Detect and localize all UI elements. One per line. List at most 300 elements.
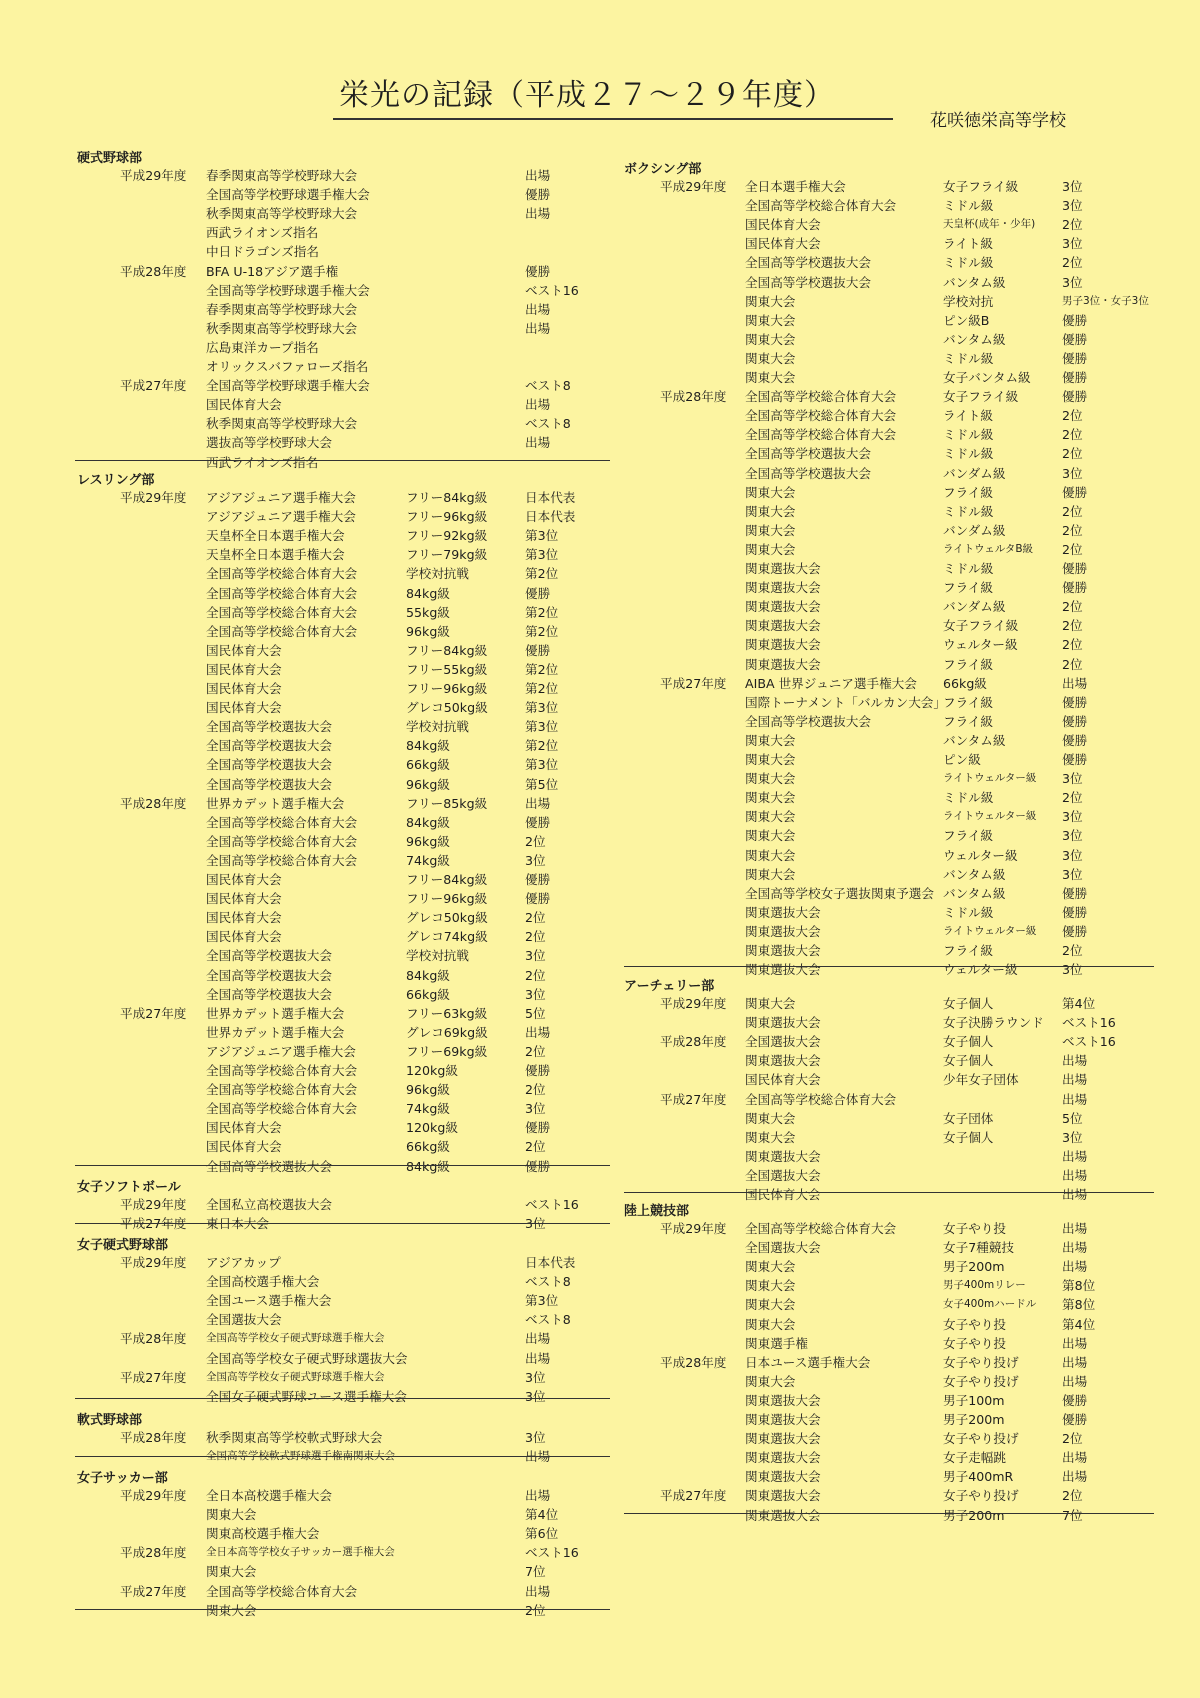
record-year: 平成27年度 [120, 1005, 187, 1021]
record-event: アジアジュニア選手権大会 [206, 509, 356, 525]
record-result: 2位 [1062, 656, 1083, 672]
record-result: 第2位 [525, 661, 559, 677]
record-event: 関東選抜大会 [745, 1392, 821, 1408]
record-result: 第2位 [525, 681, 559, 696]
record-year: 平成28年度 [120, 263, 187, 279]
record-row [0, 1334, 1200, 1353]
record-event: 秋季関東高等学校軟式野球大会 [206, 1430, 383, 1445]
record-row [0, 693, 1200, 712]
record-category: フリー79kg級 [406, 547, 488, 563]
record-category: 74kg級 [406, 1101, 450, 1117]
record-year: 平成29年度 [120, 168, 187, 183]
record-event: 天皇杯全日本選手権大会 [206, 547, 345, 563]
record-result: 優勝 [1062, 389, 1088, 405]
record-result: 優勝 [525, 263, 551, 279]
record-result: 優勝 [1062, 350, 1088, 366]
record-event: 全国高等学校女子硬式野球選手権大会 [206, 1332, 385, 1345]
record-result: 出場 [1062, 1148, 1088, 1164]
record-result: 第6位 [525, 1526, 559, 1542]
record-row [0, 330, 1200, 349]
record-result: 優勝 [1062, 904, 1088, 920]
record-result: 優勝 [525, 1063, 551, 1078]
record-event: 全国高等学校選抜大会 [206, 757, 332, 773]
record-category: ミドル級 [943, 790, 994, 806]
record-event: 全国高等学校総合体育大会 [745, 427, 897, 443]
record-event: 関東選抜大会 [745, 1450, 821, 1466]
record-event: 関東大会 [745, 484, 796, 500]
record-row [0, 1506, 1200, 1525]
record-category: 女子やり投げ [943, 1488, 1019, 1504]
record-result: 3位 [1062, 236, 1083, 252]
record-result: 優勝 [525, 642, 551, 658]
record-category: 84kg級 [406, 738, 450, 754]
record-event: 全国高等学校総合体育大会 [206, 566, 358, 582]
record-result: 優勝 [525, 1158, 551, 1174]
record-result: 3位 [525, 1430, 546, 1445]
section-divider [75, 1609, 610, 1610]
record-event: 国民体育大会 [206, 661, 282, 677]
record-row [0, 1109, 1200, 1128]
record-category: ライトウェルタB級 [943, 542, 1034, 555]
record-event: 西武ライオンズ指名 [206, 225, 319, 241]
record-result: ベスト8 [525, 1312, 571, 1328]
section-heading: ボクシング部 [624, 162, 702, 177]
record-result: 出場 [525, 1024, 551, 1040]
record-result: 優勝 [1062, 732, 1088, 748]
record-result: 出場 [525, 206, 551, 222]
record-row [0, 731, 1200, 750]
record-event: 関東選手権 [745, 1335, 808, 1351]
record-result: 2位 [1062, 255, 1083, 271]
record-event: 全国私立高校選抜大会 [206, 1197, 332, 1212]
record-row [0, 1185, 1200, 1204]
record-row [0, 1032, 1200, 1051]
record-event: 関東大会 [745, 771, 796, 787]
record-result: 3位 [525, 986, 546, 1002]
record-event: 関東大会 [206, 1602, 257, 1618]
record-result: 2位 [525, 1082, 546, 1098]
record-result: 3位 [1062, 962, 1083, 978]
record-category: フライ級 [943, 694, 993, 710]
record-event: 関東大会 [745, 1316, 796, 1332]
record-event: 全日本選手権大会 [745, 179, 846, 194]
record-category: ウェルター級 [943, 847, 1018, 863]
record-event: 関東選抜大会 [745, 1148, 821, 1164]
record-category: 女子個人 [943, 1034, 994, 1050]
record-year: 平成28年度 [660, 1034, 727, 1050]
record-row [0, 1429, 1200, 1448]
record-result: 3位 [525, 1216, 546, 1232]
record-result: 優勝 [1062, 312, 1088, 328]
record-event: 国民体育大会 [206, 891, 282, 907]
record-category: 96kg級 [406, 623, 450, 639]
record-event: アジアカップ [206, 1255, 281, 1270]
record-category: フリー84kg級 [406, 490, 488, 505]
record-category: 男子200m [943, 1412, 1005, 1427]
record-event: 国民体育大会 [206, 1139, 282, 1155]
record-result: 2位 [1062, 427, 1083, 443]
record-event: 関東大会 [745, 752, 796, 767]
record-event: 春季関東高等学校野球大会 [206, 301, 358, 317]
record-category: バンダム級 [943, 599, 1006, 615]
record-category: フリー96kg級 [406, 509, 488, 525]
record-event: 国民体育大会 [206, 929, 282, 945]
record-result: 2位 [1062, 408, 1083, 424]
record-result: 第3位 [525, 1293, 559, 1309]
record-row [0, 1219, 1200, 1238]
record-result: 3位 [1062, 198, 1083, 214]
record-event: 関東選抜大会 [745, 1488, 821, 1504]
record-year: 平成29年度 [120, 1488, 187, 1503]
record-event: 国民体育大会 [206, 1120, 282, 1136]
record-row [0, 1051, 1200, 1070]
record-result: 第3位 [525, 528, 559, 544]
record-result: ベスト16 [525, 1197, 579, 1212]
record-category: 男子400mR [943, 1469, 1014, 1485]
record-event: 全国選抜大会 [745, 1167, 821, 1183]
record-category: 女子やり投げ [943, 1431, 1019, 1447]
record-category: 学校対抗戦 [406, 566, 469, 582]
record-row [0, 807, 1200, 826]
record-row [0, 635, 1200, 654]
record-event: 全国高等学校選抜大会 [745, 274, 871, 290]
record-event: 広島東洋カープ指名 [206, 339, 319, 355]
record-result: 出場 [1062, 1072, 1088, 1088]
record-event: 全国高等学校総合体育大会 [206, 604, 358, 620]
record-category: フリー92kg級 [406, 528, 488, 544]
record-category: フリー63kg級 [406, 1005, 488, 1021]
record-category: バンタム級 [943, 866, 1006, 882]
record-row [0, 865, 1200, 884]
record-result: 2位 [525, 1602, 546, 1618]
record-event: 関東大会 [206, 1564, 257, 1580]
record-category: フライ級 [943, 656, 993, 672]
record-event: AIBA 世界ジュニア選手権大会 [745, 675, 917, 691]
record-event: 全国高等学校女子選抜関東予選会 [745, 885, 934, 901]
record-event: 関東選抜大会 [745, 618, 821, 634]
record-event: 国民体育大会 [745, 217, 821, 233]
record-category: フライ級 [943, 580, 993, 596]
record-event: 関東大会 [745, 541, 796, 557]
record-result: ベスト16 [1062, 1034, 1116, 1050]
record-year: 平成27年度 [120, 1369, 187, 1385]
record-row [0, 1353, 1200, 1372]
record-result: 出場 [1062, 1091, 1088, 1107]
record-category: グレコ69kg級 [406, 1024, 488, 1040]
record-row [0, 559, 1200, 578]
record-event: 全国高等学校総合体育大会 [206, 833, 358, 849]
record-event: 関東大会 [206, 1507, 257, 1523]
record-row [0, 1391, 1200, 1410]
record-result: 2位 [1062, 599, 1083, 615]
record-event: 国民体育大会 [206, 397, 282, 413]
record-category: ミドル級 [943, 427, 994, 443]
record-row [0, 444, 1200, 463]
record-result: 出場 [525, 1331, 551, 1347]
record-result: 出場 [1062, 1240, 1088, 1256]
record-event: 全国高等学校野球選手権大会 [206, 187, 370, 203]
record-result: ベスト16 [525, 282, 579, 298]
record-row [0, 1582, 1200, 1601]
record-row [0, 922, 1200, 941]
section-heading: 軟式野球部 [77, 1413, 143, 1428]
record-category: 男子200m [943, 1259, 1005, 1275]
record-row [0, 750, 1200, 769]
record-event: 関東選抜大会 [745, 1431, 821, 1447]
record-category: 66kg級 [943, 675, 987, 691]
record-result: 出場 [1062, 1335, 1088, 1351]
record-category: 女子7種競技 [943, 1240, 1014, 1256]
record-event: 関東選抜大会 [745, 656, 821, 672]
record-event: 関東選抜大会 [745, 1015, 821, 1031]
record-category: ミドル級 [943, 255, 994, 271]
record-event: 関東大会 [745, 1373, 796, 1389]
record-row [0, 483, 1200, 502]
record-category: ミドル級 [943, 446, 994, 462]
record-year: 平成27年度 [120, 1583, 187, 1599]
record-year: 平成28年度 [120, 795, 187, 811]
record-row [0, 234, 1200, 253]
record-result: 7位 [525, 1564, 546, 1580]
record-result: 出場 [1062, 1373, 1088, 1389]
record-category: 96kg級 [406, 1082, 450, 1098]
record-event: 秋季関東高等学校野球大会 [206, 320, 358, 336]
record-result: 第4位 [525, 1507, 559, 1523]
record-event: 国民体育大会 [745, 1072, 821, 1088]
record-event: 関東選抜大会 [745, 943, 821, 958]
record-event: 国民体育大会 [206, 872, 282, 887]
record-row [0, 502, 1200, 521]
record-category: フライ級 [943, 943, 993, 958]
record-result: 第3位 [525, 719, 559, 735]
record-result: 出場 [525, 168, 551, 183]
record-result: 3位 [1062, 465, 1083, 481]
record-event: 全国高等学校軟式野球選手権南関東大会 [206, 1450, 395, 1463]
record-event: 関東大会 [745, 1129, 796, 1145]
record-event: オリックスバファローズ指名 [206, 359, 369, 374]
record-event: 国民体育大会 [745, 1187, 821, 1202]
record-row [0, 273, 1200, 292]
record-event: 世界カデット選手権大会 [206, 795, 345, 811]
record-event: 関東大会 [745, 350, 796, 366]
record-row [0, 1166, 1200, 1185]
record-event: 世界カデット選手権大会 [206, 1024, 345, 1040]
record-row [0, 387, 1200, 406]
record-row [0, 253, 1200, 272]
record-category: ウェルター級 [943, 637, 1018, 653]
record-event: 日本ユース選手権大会 [745, 1354, 871, 1370]
record-result: 5位 [1062, 1110, 1083, 1126]
record-result: 出場 [525, 301, 551, 317]
record-event: 全国高等学校総合体育大会 [206, 1063, 358, 1078]
record-result: 7位 [1062, 1507, 1083, 1523]
record-event: 全国ユース選手権大会 [206, 1293, 332, 1309]
record-category: ミドル級 [943, 503, 994, 519]
record-category: 女子団体 [943, 1110, 994, 1126]
record-result: 3位 [1062, 809, 1083, 825]
record-result: 優勝 [1062, 885, 1088, 901]
record-category: 女子個人 [943, 1129, 994, 1145]
record-year: 平成28年度 [660, 389, 727, 405]
record-result: 優勝 [1062, 694, 1088, 710]
record-category: 84kg級 [406, 967, 450, 983]
record-row [0, 521, 1200, 540]
record-category: 女子400mハードル [943, 1298, 1037, 1311]
record-category: 少年女子団体 [943, 1072, 1019, 1088]
record-category: 96kg級 [406, 776, 450, 792]
record-event: 西武ライオンズ指名 [206, 454, 319, 470]
record-result: 優勝 [1062, 561, 1088, 576]
record-result: 3位 [1062, 1129, 1083, 1145]
record-category: ライト級 [943, 408, 993, 424]
record-result: 3位 [1062, 828, 1083, 844]
record-result: 3位 [1062, 771, 1083, 787]
record-result: 3位 [1062, 866, 1083, 882]
record-result: 出場 [1062, 1450, 1088, 1466]
record-event: 関東大会 [745, 1110, 796, 1126]
record-row [0, 846, 1200, 865]
record-row [0, 960, 1200, 979]
record-event: 国際トーナメント「バルカン大会」 [745, 694, 946, 710]
record-row [0, 903, 1200, 922]
record-result: 男子3位・女子3位 [1062, 294, 1149, 307]
record-result: ベスト16 [525, 1545, 579, 1561]
record-result: 出場 [525, 1488, 551, 1503]
record-event: 関東選抜大会 [745, 1507, 821, 1523]
record-event: 全国高等学校選抜大会 [745, 713, 871, 729]
record-category: フリー84kg級 [406, 642, 488, 658]
record-row [0, 1562, 1200, 1581]
record-row [0, 464, 1200, 483]
record-category: ライト級 [943, 236, 993, 252]
record-result: 出場 [525, 1449, 551, 1465]
record-category: ピン級 [943, 752, 981, 767]
record-category: 女子走幅跳 [943, 1450, 1006, 1466]
record-result: 5位 [525, 1005, 546, 1021]
record-event: 関東高校選手権大会 [206, 1526, 320, 1542]
record-event: 全国高等学校選抜大会 [206, 738, 332, 754]
record-row [0, 292, 1200, 311]
record-result: 第3位 [525, 700, 559, 716]
record-category: 84kg級 [406, 1158, 450, 1174]
record-event: 関東大会 [745, 370, 796, 385]
record-event: 全国高等学校選抜大会 [206, 967, 332, 983]
record-result: 出場 [1062, 1221, 1088, 1236]
section-heading: レスリング部 [77, 473, 155, 488]
record-category: ピン級B [943, 312, 990, 328]
section-heading: 陸上競技部 [624, 1204, 690, 1219]
record-result: 2位 [1062, 790, 1083, 806]
record-category: フライ級 [943, 828, 993, 844]
record-category: バンタム級 [943, 885, 1006, 901]
record-row [0, 1448, 1200, 1467]
record-category: 女子決勝ラウンド [943, 1015, 1044, 1031]
record-event: 全国高等学校女子硬式野球選抜大会 [206, 1350, 408, 1366]
record-result: 優勝 [525, 814, 551, 830]
section-heading: 女子サッカー部 [77, 1471, 168, 1486]
record-event: 関東大会 [745, 503, 796, 519]
section-divider [624, 966, 1154, 967]
record-result: 2位 [525, 1139, 546, 1155]
record-result: 2位 [1062, 541, 1083, 557]
record-row [0, 368, 1200, 387]
record-result: 2位 [1062, 446, 1083, 462]
record-row [0, 1257, 1200, 1276]
record-event: アジアジュニア選手権大会 [206, 1043, 356, 1059]
record-event: 全国高等学校選抜大会 [206, 986, 332, 1002]
record-result: 3位 [525, 1388, 546, 1404]
record-year: 平成27年度 [660, 1488, 727, 1504]
record-result: 出場 [525, 795, 551, 811]
record-result: 出場 [525, 1583, 551, 1599]
record-event: 関東選抜大会 [745, 904, 821, 920]
record-row [0, 1013, 1200, 1032]
record-result: 出場 [525, 397, 551, 413]
record-row [0, 616, 1200, 635]
record-event: 全国高等学校総合体育大会 [745, 198, 897, 214]
record-result: 第8位 [1062, 1278, 1096, 1294]
record-event: BFA U-18アジア選手権 [206, 263, 339, 279]
record-event: 全国高等学校総合体育大会 [206, 1101, 358, 1117]
record-event: 関東選抜大会 [745, 599, 821, 615]
record-result: 出場 [525, 320, 551, 336]
record-result: 第8位 [1062, 1297, 1096, 1313]
record-event: 全国高等学校選抜大会 [745, 465, 871, 481]
record-result: 2位 [525, 929, 546, 945]
record-result: 出場 [1062, 1053, 1088, 1069]
section-heading: アーチェリー部 [624, 979, 715, 994]
record-row [0, 311, 1200, 330]
record-result: 第2位 [525, 738, 559, 754]
record-event: 全国高等学校選抜大会 [745, 255, 871, 271]
record-event: 全日本高校選手権大会 [206, 1488, 332, 1503]
record-result: 2位 [525, 910, 546, 926]
record-year: 平成28年度 [660, 1354, 727, 1370]
record-event: 全国高等学校野球選手権大会 [206, 282, 370, 298]
record-result: 出場 [1062, 1167, 1088, 1183]
record-result: 2位 [525, 1043, 546, 1059]
record-row [0, 884, 1200, 903]
record-event: 全国高等学校総合体育大会 [745, 389, 897, 405]
record-result: 出場 [525, 435, 551, 451]
record-row [0, 1090, 1200, 1109]
record-row [0, 1372, 1200, 1391]
record-row [0, 712, 1200, 731]
record-year: 平成27年度 [120, 1216, 187, 1232]
record-result: 優勝 [1062, 370, 1088, 385]
section-heading: 女子ソフトボール [77, 1180, 181, 1195]
record-result: 第2位 [525, 623, 559, 639]
record-event: 中日ドラゴンズ指名 [206, 244, 319, 260]
record-year: 平成29年度 [660, 1221, 727, 1236]
record-row [0, 655, 1200, 674]
record-result: 2位 [1062, 1431, 1083, 1447]
school-name: 花咲徳栄高等学校 [930, 111, 1066, 131]
record-event: 関東大会 [745, 866, 796, 882]
record-result: 3位 [1062, 179, 1083, 194]
record-category: 女子個人 [943, 996, 994, 1011]
record-row [0, 1128, 1200, 1147]
record-category: バンダム級 [943, 465, 1006, 481]
record-result: 2位 [1062, 522, 1083, 538]
record-category: フリー85kg級 [406, 795, 488, 811]
record-event: 全国高等学校選抜大会 [206, 1158, 332, 1174]
record-category: 男子100m [943, 1392, 1005, 1408]
record-event: 全国高等学校総合体育大会 [206, 1583, 358, 1599]
record-category: 120kg級 [406, 1063, 458, 1078]
record-result: 第2位 [525, 604, 559, 620]
record-category: ミドル級 [943, 198, 994, 214]
